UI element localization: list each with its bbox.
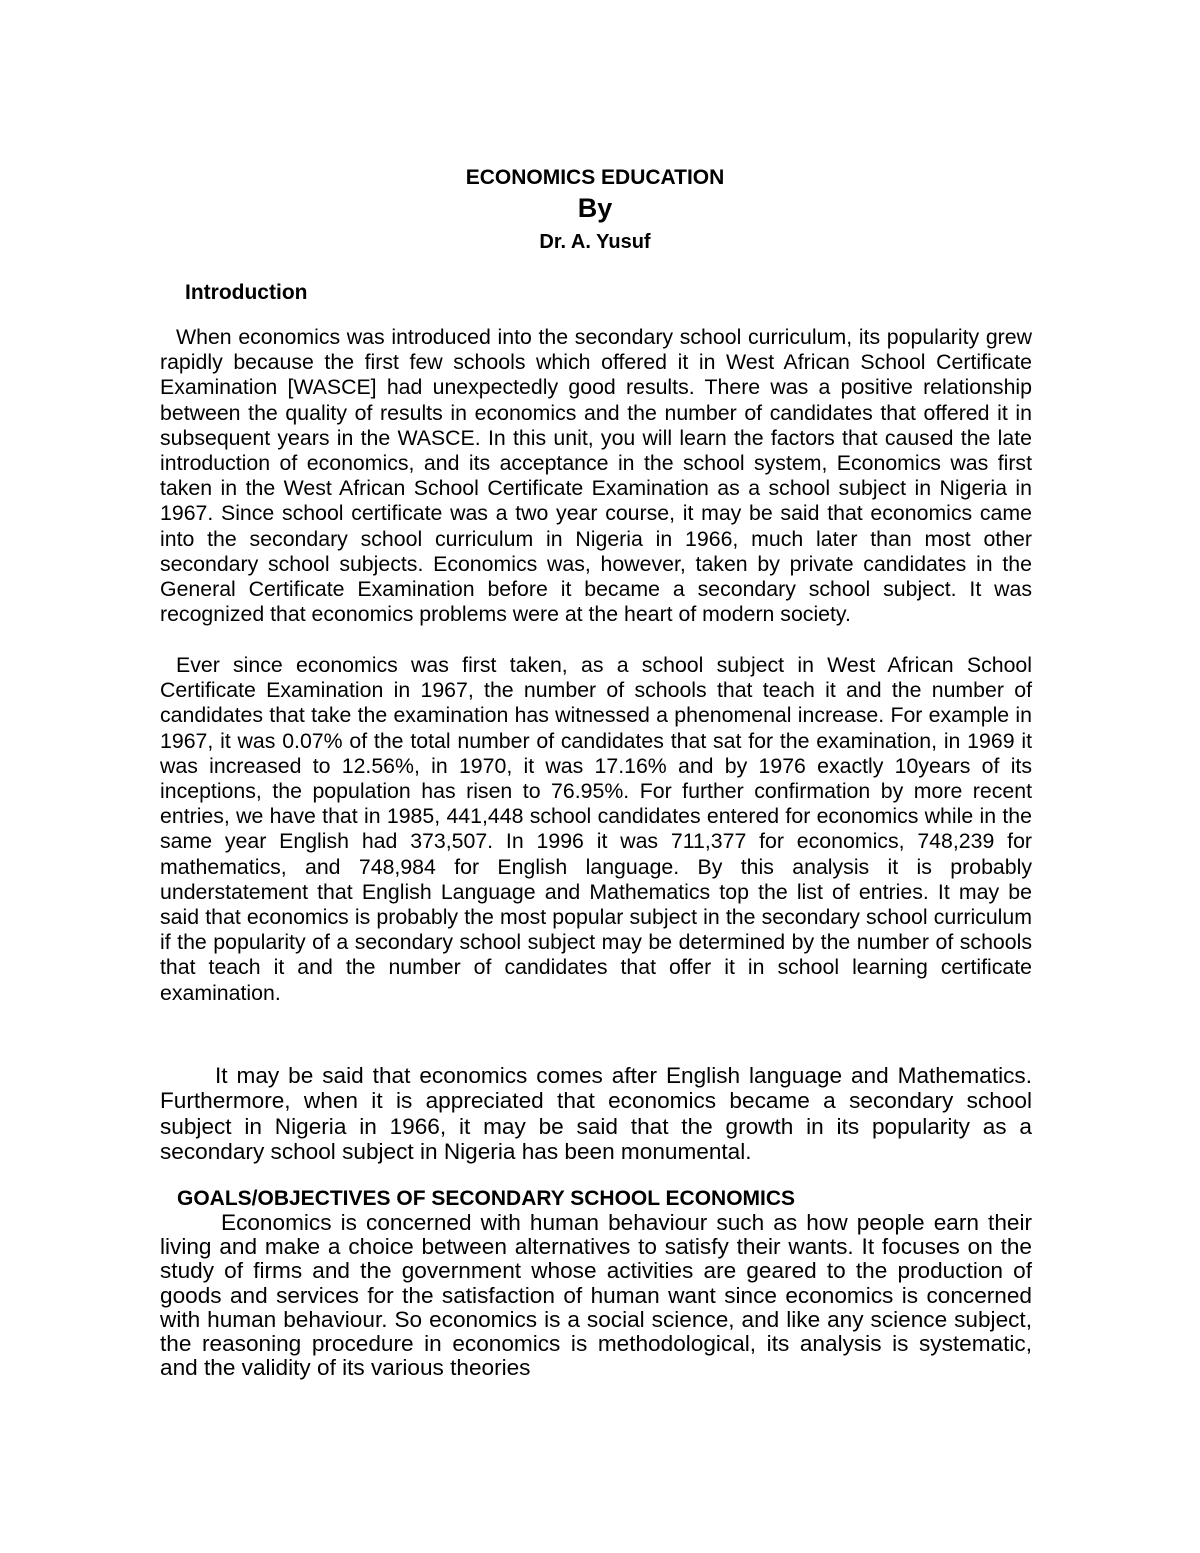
goals-paragraph: Economics is concerned with human behaviour such as how people earn their living and make a choice between alternatives to satisfy their wants. It focuses on the study of firms and the government whose activities are geared to the production of goods and services for the satisfaction of human want since economics is concerned with human behaviour. So economics is a social science, and like any science subject, the reasoning procedure in economics is methodological, its analysis is systematic, and the validity of its various theories (160, 1210, 1032, 1381)
intro-paragraph-2: Ever since economics was first taken, as a school subject in West African School Certificate Examination in 1967, the number of schools that teach it and the number of candidates that take the examination has witnessed a phenomenal increase. For example in 1967, it was 0.07% of the total number of candidates that sat for the examination, in 1969 it was increased to 12.56%, in 1970, it was 17.16% and by 1976 exactly 10years of its inceptions, the population has risen to 76.95%. For further confirmation by more recent entries, we have that in 1985, 441,448 school candidates entered for economics while in the same year English had 373,507. In 1996 it was 711,377 for economics, 748,239 for mathematics, and 748,984 for English language. By this analysis it is probably understatement that English Language and Mathematics top the list of entries. It may be said that economics is probably the most popular subject in the secondary school curriculum if the popularity of a secondary school subject may be determined by the number of schools that teach it and the number of candidates that offer it in school learning certificate examination. (160, 653, 1032, 1005)
introduction-heading: Introduction (185, 281, 308, 304)
intro-paragraph-3: It may be said that economics comes after English language and Mathematics. Furthermore, when it is appreciated that economics became a secondary school subject in Nigeria in 1966, it may be said that the growth in its popularity as a secondary school subject in Nigeria has been monumental. (160, 1063, 1032, 1164)
document-title: ECONOMICS EDUCATION (465, 166, 725, 189)
by-line: By (577, 193, 613, 223)
intro-paragraph-1: When economics was introduced into the secondary school curriculum, its popularity grew rapidly because the first few schools which offered it in West African School Certificate Examination [WASCE] had unexpectedly good results. There was a positive relationship between the quality of results in economics and the number of candidates that offered it in subsequent years in the WASCE. In this unit, you will learn the factors that caused the late introduction of economics, and its acceptance in the school system, Economics was first taken in the West African School Certificate Examination as a school subject in Nigeria in 1967. Since school certificate was a two year course, it may be said that economics came into the secondary school curriculum in Nigeria in 1966, much later than most other secondary school subjects. Economics was, however, taken by private candidates in the General Certificate Examination before it became a secondary school subject. It was recognized that economics problems were at the heart of modern society. (160, 325, 1032, 627)
author-name: Dr. A. Yusuf (539, 231, 651, 253)
goals-heading: GOALS/OBJECTIVES OF SECONDARY SCHOOL ECONOMICS (177, 1187, 796, 1210)
